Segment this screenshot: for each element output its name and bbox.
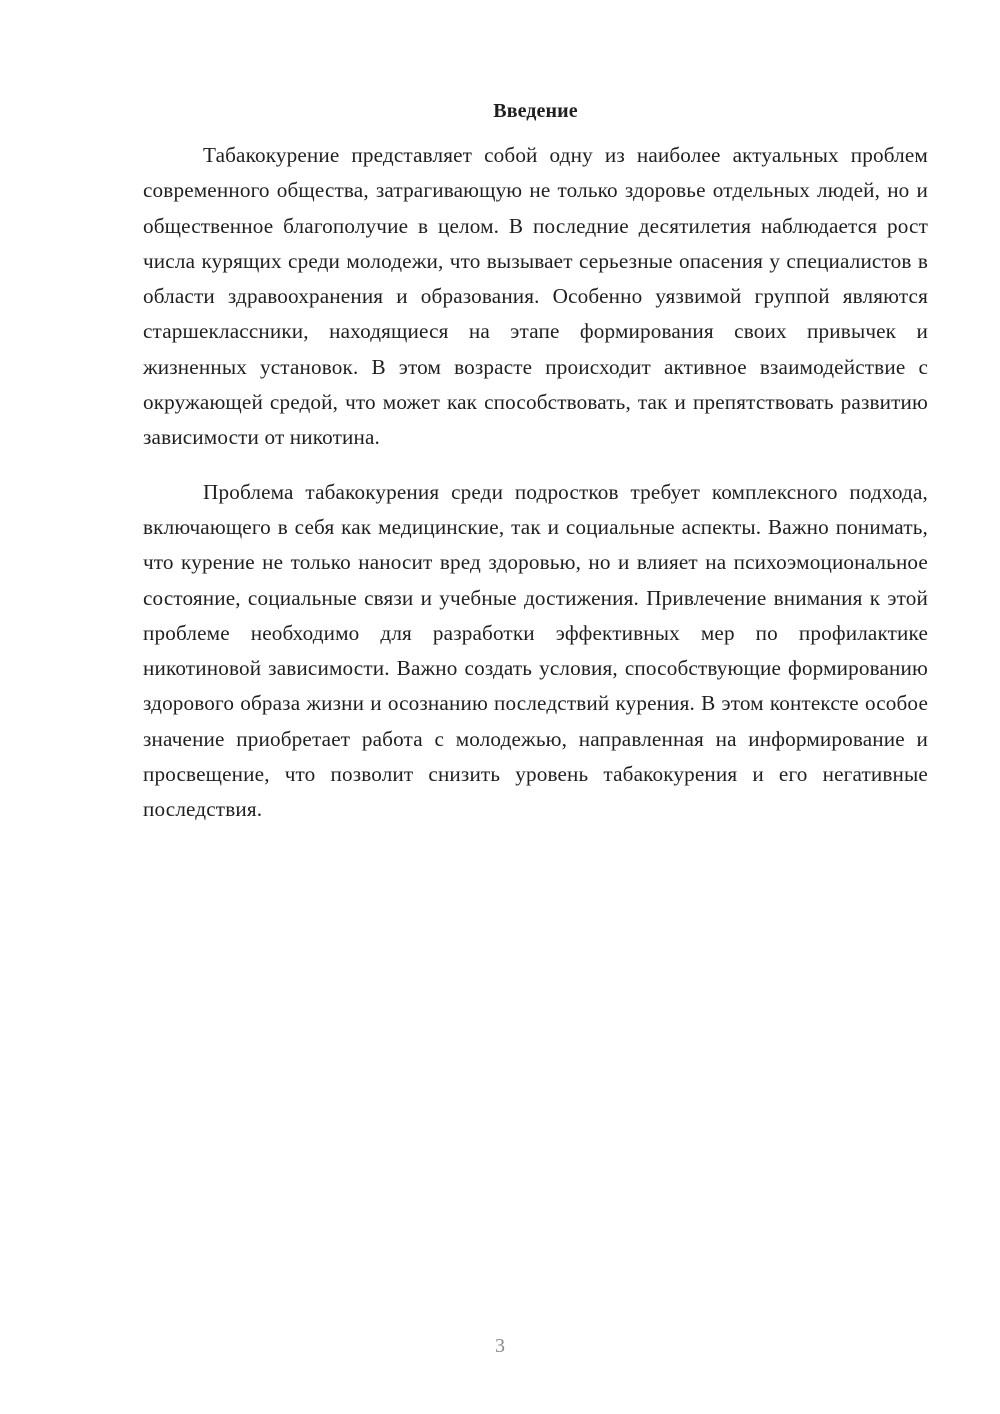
section-heading: Введение <box>493 100 578 122</box>
page-number: 3 <box>495 1335 505 1357</box>
page-content <box>143 96 928 828</box>
paragraph-1: Табакокурение представляет собой одну из наиболее актуальных проблем современного общества, затрагивающую не только здоровье отдельных людей, но и общественное благополучие в целом. В последние десятилетия наблюдается рост числа курящих среди молодежи, что вызывает серьезные опасения у специалистов в области здравоохранения и образования. Особенно уязвимой группой являются старшеклассники, находящиеся на этапе формирования своих привычек и жизненных установок. В этом возрасте происходит активное взаимодействие с окружающей средой, что может как способствовать, так и препятствовать развитию зависимости от никотина. <box>143 143 928 450</box>
paragraph-2: Проблема табакокурения среди подростков требует комплексного подхода, включающего в себя как медицинские, так и социальные аспекты. Важно понимать, что курение не только наносит вред здоровью, но и влияет на психоэмоциональное состояние, социальные связи и учебные достижения. Привлечение внимания к этой проблеме необходимо для разработки эффективных мер по профилактике никотиновой зависимости. Важно создать условия, способствующие формированию здорового образа жизни и осознанию последствий курения. В этом контексте особое значение приобретает работа с молодежью, направленная на информирование и просвещение, что позволит снизить уровень табакокурения и его негативные последствия. <box>143 479 928 822</box>
